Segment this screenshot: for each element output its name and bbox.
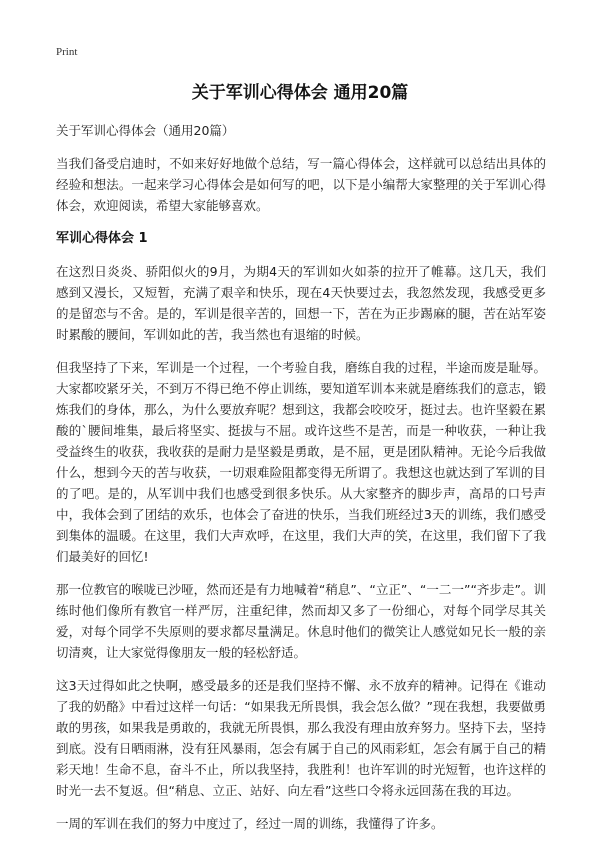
- document-title: 关于军训心得体会 通用20篇: [191, 83, 409, 103]
- intro-paragraph: 当我们备受启迪时，不如来好好地做个总结，写一篇心得体会，这样就可以总结出具体的经验和想法。一起来学习心得体会是如何写的吧，以下是小编帮大家整理的关于军训心得体会，欢迎阅读，希望大家能够喜欢。: [56, 156, 546, 213]
- print-link[interactable]: Print: [56, 46, 78, 58]
- document-subtitle: 关于军训心得体会（通用20篇）: [56, 123, 235, 138]
- body-paragraph: 但我坚持了下来，军训是一个过程，一个考验自我，磨练自我的过程，半途而废是耻辱。大家都咬紧牙关，不到万不得已绝不停止训练，要知道军训本来就是磨练我们的意志，锻炼我们的身体，那么，为什么要放弃呢？想到这，我都会咬咬牙，挺过去。也许坚毅在累酸的`腰间堆集，最后将坚实、挺拔与不屈。或许这些不是苦，而是一种收获，一种让我受益终生的收获，我收获的是耐力是坚毅是勇敢，是不屈，更是团队精神。无论今后我做什么，想到今天的苦与收获，一切艰难险阻都变得无所谓了。我想这也就达到了军训的目的了吧。是的，从军训中我们也感受到很多快乐。从大家整齐的脚步声，高昂的口号声中，我体会到了团结的欢乐，也体会了奋进的快乐，当我们班经过3天的训练，我们感受到集体的温暖。在这里，我们大声欢呼，在这里，我们大声的笑，在这里，我们留下了我们最美好的回忆!: [56, 360, 546, 564]
- body-paragraph: 这3天过得如此之快啊，感受最多的还是我们坚持不懈、永不放弃的精神。记得在《谁动了我的奶酪》中看过这样一句话：“如果我无所畏惧，我会怎么做？”现在我想，我要做勇敢的男孩，如果我是勇敢的，我就无所畏惧，那么我没有理由放弃努力。坚持下去，坚持到底。没有日晒雨淋，没有狂风暴雨，怎会有属于自己的风雨彩虹，怎会有属于自己的精彩天地！生命不息，奋斗不止，所以我坚持，我胜利！也许军训的时光短暂，也许这样的时光一去不复返。但“稍息、立正、站好、向左看”这些口令将永远回荡在我的耳边。: [56, 678, 546, 798]
- section-heading: 军训心得体会 1: [56, 231, 148, 246]
- body-paragraph: 一周的军训在我们的努力中度过了，经过一周的训练，我懂得了许多。: [56, 816, 444, 831]
- document-body: [56, 120, 546, 846]
- body-paragraph: 在这烈日炎炎、骄阳似火的9月，为期4天的军训如火如荼的拉开了帷幕。这几天，我们感到又漫长，又短暂，充满了艰辛和快乐，现在4天快要过去，我忽然发现，我感受更多的是留恋与不舍。是的，军训是很辛苦的，回想一下，苦在为正步踢麻的腿，苦在站军姿时累酸的腰间，军训如此的苦，我当然也有退缩的时候。: [56, 264, 546, 342]
- body-paragraph: 那一位教官的喉咙已沙哑，然而还是有力地喊着“稍息”、“立正”、“一二一”“齐步走”。训练时他们像所有教官一样严厉，注重纪律，然而却又多了一份细心，对每个同学尽其关爱，对每个同学不失原则的要求都尽量满足。休息时他们的微笑让人感觉如兄长一般的亲切清爽，让大家觉得像朋友一般的轻松舒适。: [56, 582, 546, 660]
